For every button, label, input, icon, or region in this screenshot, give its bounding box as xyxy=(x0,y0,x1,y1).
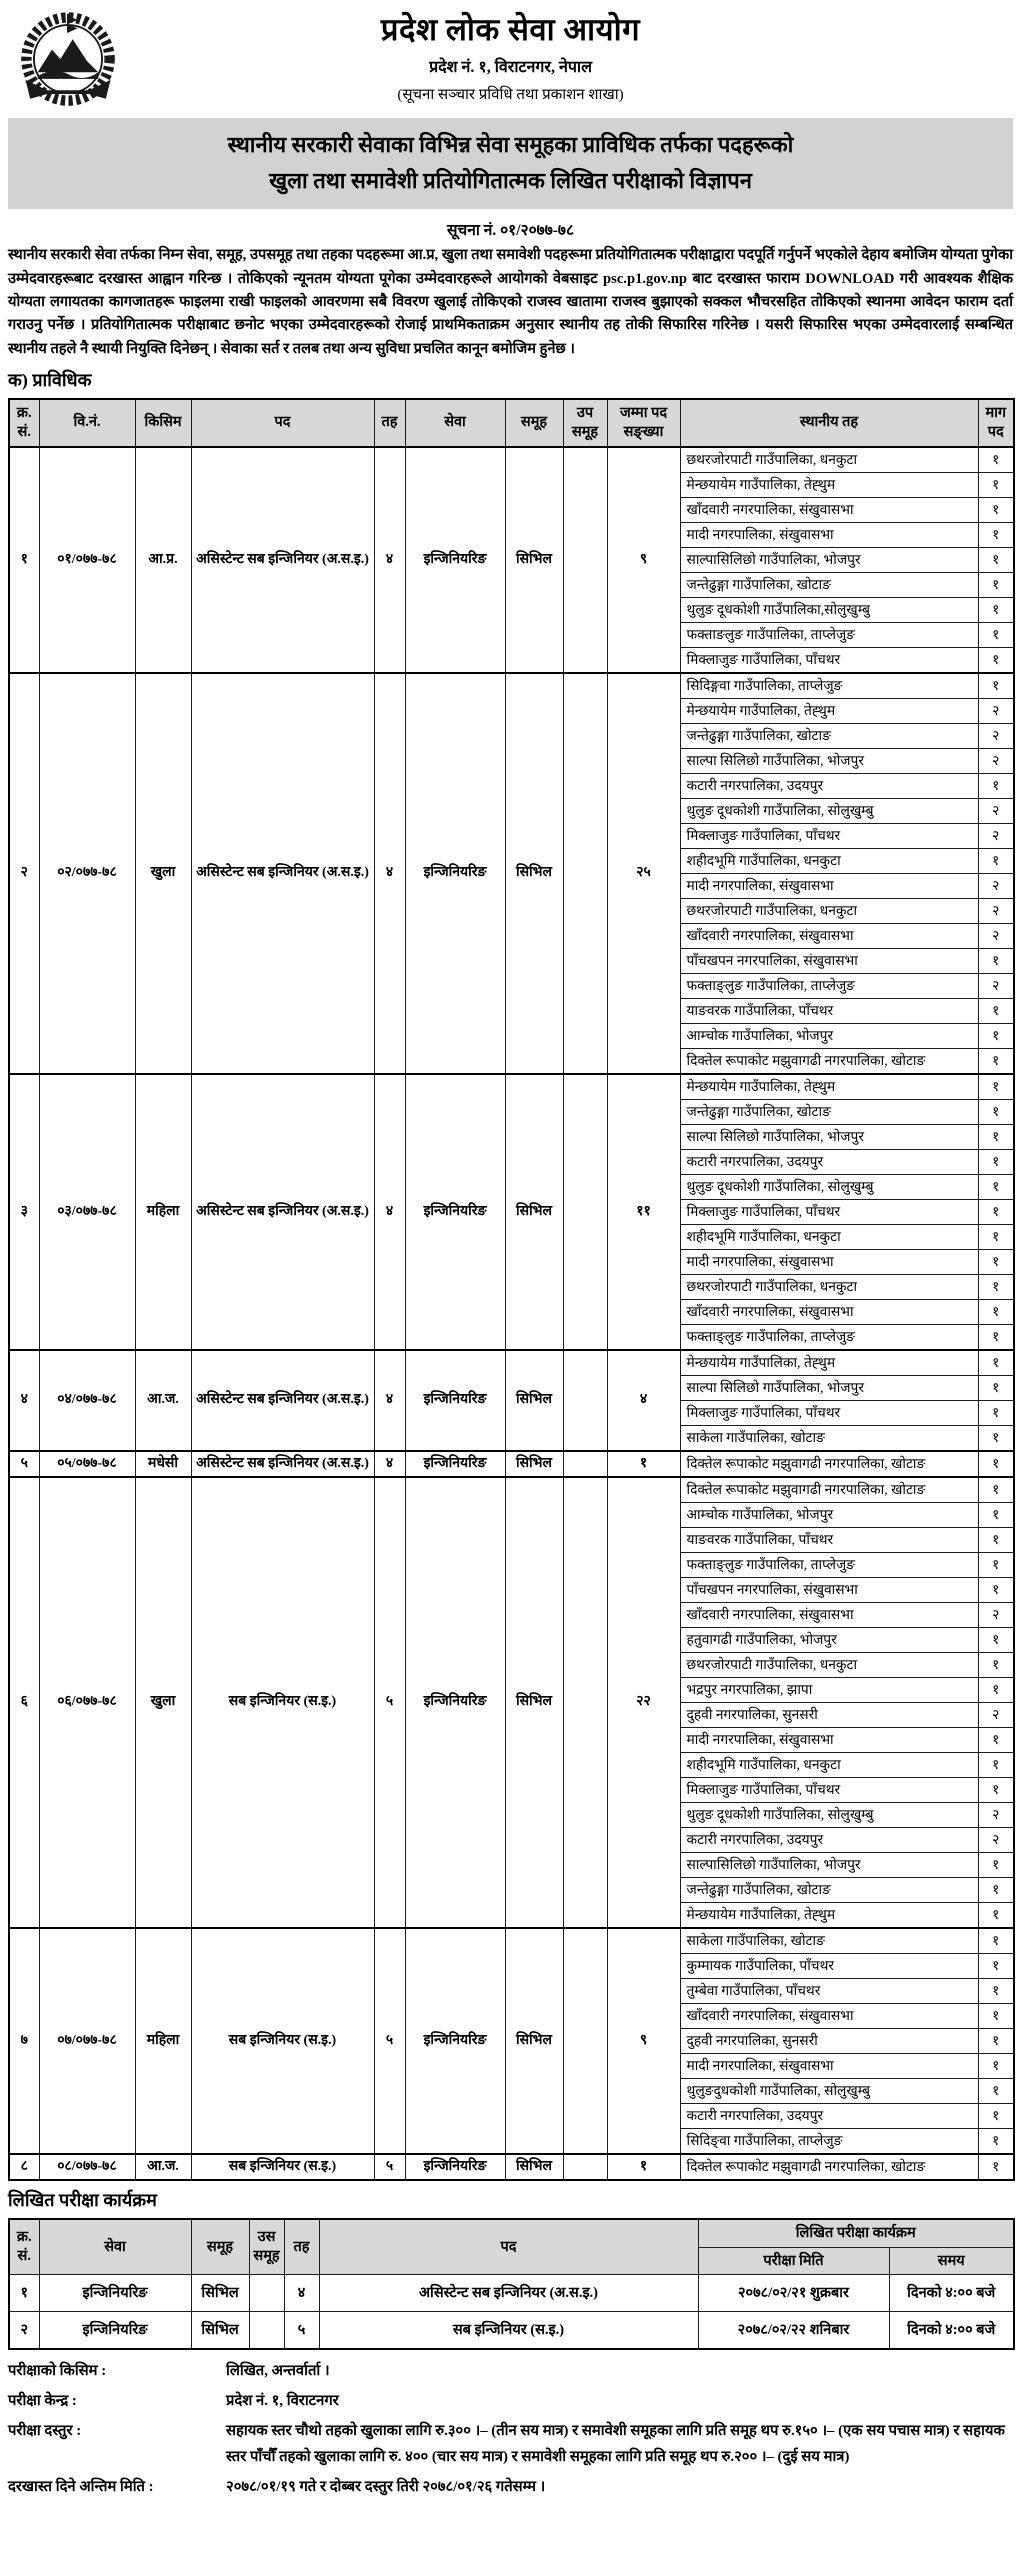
cell-sn: ६ xyxy=(9,1477,39,1928)
cell-locality-posts: १ xyxy=(978,622,1014,647)
cell-sn: ३ xyxy=(9,1074,39,1350)
cell-locality-posts: १ xyxy=(978,1124,1014,1149)
cell-locality-posts: २ xyxy=(978,1802,1014,1827)
cell-subgroup xyxy=(563,1350,607,1451)
cell-locality: फक्ताङ्लुङ गाउँपालिका, ताप्लेजुङ xyxy=(680,973,978,998)
cell-subgroup xyxy=(563,1928,607,2154)
cell-locality: मिक्लाजुङ गाउँपालिका, पाँचथर xyxy=(680,823,978,848)
footer-label: परीक्षा दस्तुर : xyxy=(8,2423,82,2440)
cell-locality-posts: १ xyxy=(978,1174,1014,1199)
cell-locality-posts: १ xyxy=(978,1978,1014,2003)
col-demand-posts: माग पद xyxy=(978,399,1014,447)
cell-subgroup xyxy=(563,1477,607,1928)
cell-locality: मादी नगरपालिका, संखुवासभा xyxy=(680,1727,978,1752)
footer-row xyxy=(8,2475,1013,2501)
cell-sn: १ xyxy=(9,447,39,673)
psc-emblem-logo xyxy=(16,8,120,112)
cell-locality: पाँचखपन नगरपालिका, संखुवासभा xyxy=(680,948,978,973)
cell-locality: मिक्लाजुङ गाउँपालिका, पाँचथर xyxy=(680,647,978,673)
footer-label: परीक्षा केन्द्र : xyxy=(8,2393,77,2410)
cell-locality: साल्पा सिलिछो गाउँपालिका, भोजपुर xyxy=(680,1375,978,1400)
vacancy-table-header xyxy=(9,399,1014,447)
cell-locality-posts: २ xyxy=(978,923,1014,948)
col-post: पद xyxy=(191,399,374,447)
exam-cell-time: दिनको ४:०० बजे xyxy=(889,2275,1014,2312)
exam-cell-level: ४ xyxy=(284,2275,319,2312)
cell-advt-no: ०६/०७७-७८ xyxy=(39,1477,135,1928)
exam-col-group: समूह xyxy=(191,2219,249,2275)
cell-locality-posts: १ xyxy=(978,1249,1014,1274)
cell-locality: छथरजोरपाटी गाउँपालिका, धनकुटा xyxy=(680,1652,978,1677)
cell-locality-posts: २ xyxy=(978,1702,1014,1727)
cell-locality-posts: १ xyxy=(978,2053,1014,2078)
cell-locality: आम्चोक गाउँपालिका, भोजपुर xyxy=(680,1023,978,1048)
exam-schedule-row xyxy=(9,2275,1014,2312)
cell-locality: खाँदवारी नगरपालिका, संखुवासभा xyxy=(680,1299,978,1324)
cell-locality: खाँदवारी नगरपालिका, संखुवासभा xyxy=(680,2003,978,2028)
vacancy-table-body xyxy=(9,447,1014,2180)
cell-locality-posts: १ xyxy=(978,1902,1014,1928)
cell-group: सिभिल xyxy=(505,1477,563,1928)
cell-service: इन्जिनियरिङ xyxy=(405,1350,505,1451)
cell-locality: मादी नगरपालिका, संखुवासभा xyxy=(680,2053,978,2078)
cell-locality-posts: १ xyxy=(978,1877,1014,1902)
org-address: प्रदेश नं. १, विराटनगर, नेपाल xyxy=(429,59,592,76)
cell-locality: दिक्तेल रूपाकोट मझुवागढी नगरपालिका, खोटाङ xyxy=(680,2154,978,2180)
vacancy-group-row xyxy=(9,1928,1014,1954)
col-subgroup: उप समूह xyxy=(563,399,607,447)
exam-cell-sn: १ xyxy=(9,2275,39,2312)
cell-total-posts: ९ xyxy=(607,447,680,673)
cell-locality: जन्तेढुङ्गा गाउँपालिका, खोटाङ xyxy=(680,1877,978,1902)
cell-locality-posts: २ xyxy=(978,873,1014,898)
notice-title-line1: स्थानीय सरकारी सेवाका विभिन्न सेवा समूहका प्राविधिक तर्फका पदहरूको xyxy=(227,132,794,157)
cell-locality-posts: १ xyxy=(978,1652,1014,1677)
cell-locality: सिदिङ्वा गाउँपालिका, ताप्लेजुङ xyxy=(680,2128,978,2154)
exam-cell-service: इन्जिनियरिङ xyxy=(39,2275,191,2312)
cell-locality: आम्चोक गाउँपालिका, भोजपुर xyxy=(680,1502,978,1527)
cell-locality: खाँदवारी नगरपालिका, संखुवासभा xyxy=(680,1602,978,1627)
cell-type: महिला xyxy=(135,1074,191,1350)
cell-service: इन्जिनियरिङ xyxy=(405,447,505,673)
cell-locality: शहीदभूमि गाउँपालिका, धनकुटा xyxy=(680,848,978,873)
cell-post: सब इन्जिनियर (स.इ.) xyxy=(191,1928,374,2154)
footer-row xyxy=(8,2419,1013,2471)
notice-title-line2: खुला तथा समावेशी प्रतियोगितात्मक लिखित परीक्षाको विज्ञापन xyxy=(269,167,752,193)
cell-sn: ५ xyxy=(9,1451,39,1477)
cell-locality: छथरजोरपाटी गाउँपालिका, धनकुटा xyxy=(680,898,978,923)
cell-type: आ.ज. xyxy=(135,2154,191,2180)
cell-locality: मिक्लाजुङ गाउँपालिका, पाँचथर xyxy=(680,1777,978,1802)
cell-locality-posts: १ xyxy=(978,1099,1014,1124)
exam-col-time: समय xyxy=(889,2247,1014,2275)
cell-level: ४ xyxy=(374,673,405,1074)
cell-sn: ४ xyxy=(9,1350,39,1451)
cell-locality-posts: १ xyxy=(978,1752,1014,1777)
col-level: तह xyxy=(374,399,405,447)
cell-post: असिस्टेन्ट सब इन्जिनियर (अ.स.इ.) xyxy=(191,1074,374,1350)
footer-info xyxy=(8,2359,1013,2500)
cell-type: महिला xyxy=(135,1928,191,2154)
cell-post: सब इन्जिनियर (स.इ.) xyxy=(191,2154,374,2180)
cell-level: ५ xyxy=(374,1477,405,1928)
footer-label: परीक्षाको किसिम : xyxy=(8,2363,107,2380)
cell-locality-posts: १ xyxy=(978,1552,1014,1577)
cell-locality: मादी नगरपालिका, संखुवासभा xyxy=(680,522,978,547)
cell-subgroup xyxy=(563,447,607,673)
cell-locality: थुलुङ दूधकोशी गाउँपालिका, सोलुखुम्बु xyxy=(680,1802,978,1827)
exam-cell-level: ५ xyxy=(284,2312,319,2350)
cell-locality: दिक्तेल रूपाकोट मझुवागढी नगरपालिका, खोटाङ xyxy=(680,1048,978,1074)
col-group: समूह xyxy=(505,399,563,447)
cell-locality: कटारी नगरपालिका, उदयपुर xyxy=(680,773,978,798)
cell-sn: ७ xyxy=(9,1928,39,2154)
col-service: सेवा xyxy=(405,399,505,447)
cell-locality: साकेला गाउँपालिका, खोटाङ xyxy=(680,1928,978,1954)
cell-locality-posts: १ xyxy=(978,2078,1014,2103)
cell-locality: कटारी नगरपालिका, उदयपुर xyxy=(680,2103,978,2128)
cell-post: असिस्टेन्ट सब इन्जिनियर (अ.स.इ.) xyxy=(191,447,374,673)
exam-col-program: लिखित परीक्षा कार्यक्रम xyxy=(698,2219,1014,2247)
cell-locality-posts: २ xyxy=(978,798,1014,823)
cell-locality: याङवरक गाउँपालिका, पाँचथर xyxy=(680,1527,978,1552)
cell-total-posts: ९ xyxy=(607,1928,680,2154)
cell-advt-no: ०५/०७७-७८ xyxy=(39,1451,135,1477)
cell-locality-posts: १ xyxy=(978,1350,1014,1376)
cell-locality: मेन्छयायेम गाउँपालिका, तेह्थुम xyxy=(680,1074,978,1100)
cell-post: असिस्टेन्ट सब इन्जिनियर (अ.स.इ.) xyxy=(191,1451,374,1477)
cell-service: इन्जिनियरिङ xyxy=(405,2154,505,2180)
cell-post: असिस्टेन्ट सब इन्जिनियर (अ.स.इ.) xyxy=(191,673,374,1074)
cell-locality: साल्पा सिलिछो गाउँपालिका, भोजपुर xyxy=(680,748,978,773)
cell-type: खुला xyxy=(135,673,191,1074)
org-branch: (सूचना सञ्चार प्रविधि तथा प्रकाशन शाखा) xyxy=(397,87,624,103)
cell-locality-posts: १ xyxy=(978,522,1014,547)
cell-type: आ.प्र. xyxy=(135,447,191,673)
exam-cell-date: २०७८/०२/२१ शुक्रबार xyxy=(698,2275,889,2312)
document-header xyxy=(8,6,1013,110)
cell-locality: थुलुङ दूधकोशी गाउँपालिका, सोलुखुम्बु xyxy=(680,1174,978,1199)
cell-locality: कटारी नगरपालिका, उदयपुर xyxy=(680,1149,978,1174)
col-type: किसिम xyxy=(135,399,191,447)
cell-locality: साल्पासिलिछो गाउँपालिका, भोजपुर xyxy=(680,1852,978,1877)
cell-locality-posts: १ xyxy=(978,647,1014,673)
cell-total-posts: ११ xyxy=(607,1074,680,1350)
cell-locality: मेन्छयायेम गाउँपालिका, तेह्थुम xyxy=(680,472,978,497)
cell-locality: फक्ताङलुङ गाउँपालिका, ताप्लेजुङ xyxy=(680,622,978,647)
cell-locality-posts: १ xyxy=(978,1324,1014,1350)
cell-service: इन्जिनियरिङ xyxy=(405,673,505,1074)
cell-total-posts: ४ xyxy=(607,1350,680,1451)
exam-cell-sn: २ xyxy=(9,2312,39,2350)
exam-cell-post: असिस्टेन्ट सब इन्जिनियर (अ.स.इ.) xyxy=(319,2275,698,2312)
cell-locality-posts: १ xyxy=(978,1199,1014,1224)
exam-col-level: तह xyxy=(284,2219,319,2275)
footer-value: सहायक स्तर चौथो तहको खुलाका लागि रु.३०० ।– (तीन सय मात्र) र समावेशी समूहका लागि प्रति समूह थप रु.१५० ।– (एक सय पचास मात्र) र सहायक स्तर पाँचौँ तहको खुलाका लागि रु. ४०० (चार सय मात्र) र समावेशी समूहका लागि प्रति समूह थप रु.२०० ।– (दुई सय मात्र) xyxy=(226,2423,1005,2466)
cell-locality-posts: १ xyxy=(978,998,1014,1023)
footer-value: २०७८/०१/१९ गते र दोब्बर दस्तुर तिरी २०७८/०१/२६ गतेसम्म । xyxy=(226,2478,546,2495)
cell-locality-posts: १ xyxy=(978,1023,1014,1048)
cell-subgroup xyxy=(563,2154,607,2180)
cell-level: ४ xyxy=(374,447,405,673)
cell-locality-posts: १ xyxy=(978,1477,1014,1503)
exam-col-subgroup: उस समूह xyxy=(249,2219,284,2275)
cell-locality: साल्पासिलिछो गाउँपालिका, भोजपुर xyxy=(680,547,978,572)
cell-locality: मेन्छयायेम गाउँपालिका, तेह्थुम xyxy=(680,698,978,723)
cell-advt-no: ०२/०७७-७८ xyxy=(39,673,135,1074)
cell-locality-posts: १ xyxy=(978,1577,1014,1602)
vacancy-table xyxy=(8,398,1015,2181)
cell-locality: मादी नगरपालिका, संखुवासभा xyxy=(680,873,978,898)
cell-advt-no: ०८/०७७-७८ xyxy=(39,2154,135,2180)
cell-post: असिस्टेन्ट सब इन्जिनियर (अ.स.इ.) xyxy=(191,1350,374,1451)
exam-cell-time: दिनको ४:०० बजे xyxy=(889,2312,1014,2350)
cell-locality-posts: १ xyxy=(978,673,1014,699)
exam-cell-subgroup xyxy=(249,2312,284,2350)
cell-locality: छथरजोरपाटी गाउँपालिका, धनकुटा xyxy=(680,447,978,473)
cell-locality: दुहवी नगरपालिका, सुनसरी xyxy=(680,1702,978,1727)
cell-locality: जन्तेढुङ्गा गाउँपालिका, खोटाङ xyxy=(680,572,978,597)
cell-locality-posts: १ xyxy=(978,1274,1014,1299)
cell-locality: मिक्लाजुङ गाउँपालिका, पाँचथर xyxy=(680,1199,978,1224)
section-title-technical: क) प्राविधिक xyxy=(8,369,92,390)
cell-locality-posts: १ xyxy=(978,472,1014,497)
cell-locality: खाँदवारी नगरपालिका, संखुवासभा xyxy=(680,923,978,948)
exam-table-body xyxy=(9,2275,1014,2350)
cell-locality-posts: १ xyxy=(978,1400,1014,1425)
exam-cell-post: सब इन्जिनियर (स.इ.) xyxy=(319,2312,698,2350)
cell-locality: फक्ताङ्लुङ गाउँपालिका, ताप्लेजुङ xyxy=(680,1324,978,1350)
exam-cell-service: इन्जिनियरिङ xyxy=(39,2312,191,2350)
footer-row xyxy=(8,2359,1013,2385)
cell-locality-posts: १ xyxy=(978,1502,1014,1527)
cell-locality: मेन्छयायेम गाउँपालिका, तेह्थुम xyxy=(680,1902,978,1928)
col-sn: क्र. सं. xyxy=(9,399,39,447)
cell-locality: साल्पा सिलिछो गाउँपालिका, भोजपुर xyxy=(680,1124,978,1149)
cell-type: मधेसी xyxy=(135,1451,191,1477)
cell-service: इन्जिनियरिङ xyxy=(405,1928,505,2154)
notice-body-paragraph: स्थानीय सरकारी सेवा तर्फका निम्न सेवा, समूह, उपसमूह तथा तहका पदहरूमा आ.प्र, खुला तथा समावेशी पदहरूमा प्रतियोगितात्मक परीक्षाद्वारा पदपूर्ति गर्नुपर्ने भएकोले देहाय बमोजिम योग्यता पुगेका उम्मेदवारहरूबाट दरखास्त आह्वान गरिन्छ । तोकिएको न्यूनतम योग्यता पूगेका उम्मेदवारहरूले आयोगको वेबसाइट psc.p1.gov.np बाट दरखास्त फाराम DOWNLOAD गरी आवश्यक शैक्षिक योग्यता लगायतका कागजातहरू फाइलमा राखी फाइलको आवरणमा सबै विवरण खुलाई तोकिएको राजस्व खातामा राजस्व बुझाएको सक्कल भौचरसहित तोकिएको स्थानमा आवेदन फाराम दर्ता गराउनु पर्नेछ । प्रतियोगितात्मक परीक्षाबाट छनोट भएका उम्मेदवारहरूको रोजाई प्राथमिकताक्रम अनुसार स्थानीय तह तोकी सिफारिस गरिनेछ । यसरी सिफारिस भएका उम्मेदवारलाई सम्बन्धित स्थानीय तहले नै स्थायी नियुक्ति दिनेछन् । सेवाका सर्त र तलब तथा अन्य सुविधा प्रचलित कानून बमोजिम हुनेछ । xyxy=(8,247,1013,357)
cell-locality: साकेला गाउँपालिका, खोटाङ xyxy=(680,1425,978,1451)
cell-subgroup xyxy=(563,1074,607,1350)
cell-total-posts: १ xyxy=(607,2154,680,2180)
notice-number: सूचना नं. ०१/२०७७-७८ xyxy=(446,222,575,240)
vacancy-group-row xyxy=(9,447,1014,473)
cell-locality-posts: १ xyxy=(978,1425,1014,1451)
cell-locality: शहीदभूमि गाउँपालिका, धनकुटा xyxy=(680,1752,978,1777)
cell-locality: मिक्लाजुङ गाउँपालिका, पाँचथर xyxy=(680,1400,978,1425)
cell-subgroup xyxy=(563,1451,607,1477)
cell-locality: जन्तेढुङ्गा गाउँपालिका, खोटाङ xyxy=(680,1099,978,1124)
exam-schedule-row xyxy=(9,2312,1014,2350)
cell-locality-posts: १ xyxy=(978,1677,1014,1702)
vacancy-group-row xyxy=(9,1350,1014,1376)
exam-col-service: सेवा xyxy=(39,2219,191,2275)
cell-total-posts: २२ xyxy=(607,1477,680,1928)
cell-locality-posts: १ xyxy=(978,848,1014,873)
cell-service: इन्जिनियरिङ xyxy=(405,1074,505,1350)
cell-level: ४ xyxy=(374,1451,405,1477)
exam-col-sn: क्र. सं. xyxy=(9,2219,39,2275)
cell-locality-posts: १ xyxy=(978,1852,1014,1877)
exam-table-header xyxy=(9,2219,1014,2275)
cell-group: सिभिल xyxy=(505,673,563,1074)
vacancy-group-row xyxy=(9,673,1014,699)
cell-locality-posts: १ xyxy=(978,1224,1014,1249)
cell-locality: दिक्तेल रूपाकोट मझुवागढी नगरपालिका, खोटाङ xyxy=(680,1451,978,1477)
cell-locality-posts: १ xyxy=(978,2003,1014,2028)
cell-locality-posts: २ xyxy=(978,823,1014,848)
vacancy-group-row xyxy=(9,1477,1014,1503)
col-total-posts: जम्मा पद सङ्ख्या xyxy=(607,399,680,447)
cell-group: सिभिल xyxy=(505,1451,563,1477)
cell-locality: पाँचखपन नगरपालिका, संखुवासभा xyxy=(680,1577,978,1602)
cell-level: ४ xyxy=(374,1074,405,1350)
section-title-exam-schedule: लिखित परीक्षा कार्यक्रम xyxy=(8,2189,157,2210)
cell-advt-no: ०१/०७७-७८ xyxy=(39,447,135,673)
cell-advt-no: ०४/०७७-७८ xyxy=(39,1350,135,1451)
cell-sn: ८ xyxy=(9,2154,39,2180)
vacancy-group-row xyxy=(9,1074,1014,1100)
cell-post: सब इन्जिनियर (स.इ.) xyxy=(191,1477,374,1928)
vacancy-group-row xyxy=(9,1451,1014,1477)
cell-locality: मेन्छयायेम गाउँपालिका, तेह्थुम xyxy=(680,1350,978,1376)
cell-group: सिभिल xyxy=(505,447,563,673)
vacancy-group-row xyxy=(9,2154,1014,2180)
cell-group: सिभिल xyxy=(505,1928,563,2154)
footer-value: प्रदेश नं. १, विराटनगर xyxy=(226,2393,339,2410)
cell-total-posts: २५ xyxy=(607,673,680,1074)
cell-locality-posts: २ xyxy=(978,1602,1014,1627)
cell-advt-no: ०३/०७७-७८ xyxy=(39,1074,135,1350)
cell-service: इन्जिनियरिङ xyxy=(405,1451,505,1477)
cell-locality-posts: १ xyxy=(978,1451,1014,1477)
cell-locality: हतुवागढी गाउँपालिका, भोजपुर xyxy=(680,1627,978,1652)
cell-locality-posts: १ xyxy=(978,2154,1014,2180)
cell-locality: जन्तेढुङ्गा गाउँपालिका, खोटाङ xyxy=(680,723,978,748)
cell-locality-posts: १ xyxy=(978,597,1014,622)
cell-advt-no: ०७/०७७-७८ xyxy=(39,1928,135,2154)
cell-locality-posts: १ xyxy=(978,1074,1014,1100)
cell-locality: फक्ताङ्लुङ गाउँपालिका, ताप्लेजुङ xyxy=(680,1552,978,1577)
cell-locality-posts: १ xyxy=(978,2128,1014,2154)
cell-locality-posts: १ xyxy=(978,948,1014,973)
exam-col-date: परीक्षा मिति xyxy=(698,2247,889,2275)
cell-type: खुला xyxy=(135,1477,191,1928)
cell-locality: दुहवी नगरपालिका, सुनसरी xyxy=(680,2028,978,2053)
cell-service: इन्जिनियरिङ xyxy=(405,1477,505,1928)
cell-locality-posts: १ xyxy=(978,497,1014,522)
cell-locality-posts: १ xyxy=(978,1375,1014,1400)
org-name: प्रदेश लोक सेवा आयोग xyxy=(380,12,641,47)
exam-schedule-table xyxy=(8,2218,1015,2351)
cell-sn: २ xyxy=(9,673,39,1074)
footer-row xyxy=(8,2389,1013,2415)
notice-title-banner xyxy=(8,118,1013,209)
cell-locality: थुलुङ दूधकोशी गाउँपालिका,सोलुखुम्बु xyxy=(680,597,978,622)
cell-locality: शहीदभूमि गाउँपालिका, धनकुटा xyxy=(680,1224,978,1249)
cell-locality-posts: १ xyxy=(978,2103,1014,2128)
cell-locality-posts: १ xyxy=(978,1048,1014,1074)
cell-locality-posts: २ xyxy=(978,1827,1014,1852)
cell-group: सिभिल xyxy=(505,1350,563,1451)
col-local-level: स्थानीय तह xyxy=(680,399,978,447)
cell-locality-posts: १ xyxy=(978,773,1014,798)
cell-total-posts: १ xyxy=(607,1451,680,1477)
cell-locality: याङवरक गाउँपालिका, पाँचथर xyxy=(680,998,978,1023)
cell-locality-posts: २ xyxy=(978,748,1014,773)
cell-locality: कटारी नगरपालिका, उदयपुर xyxy=(680,1827,978,1852)
exam-col-post: पद xyxy=(319,2219,698,2275)
cell-locality: तुम्बेवा गाउँपालिका, पाँचथर xyxy=(680,1978,978,2003)
cell-locality: दिक्तेल रूपाकोट मझुवागढी नगरपालिका, खोटाङ xyxy=(680,1477,978,1503)
footer-label: दरखास्त दिने अन्तिम मिति : xyxy=(8,2478,154,2495)
cell-group: सिभिल xyxy=(505,2154,563,2180)
cell-locality: छथरजोरपाटी गाउँपालिका, धनकुटा xyxy=(680,1274,978,1299)
col-advt-no: वि.नं. xyxy=(39,399,135,447)
cell-subgroup xyxy=(563,673,607,1074)
cell-locality-posts: २ xyxy=(978,973,1014,998)
cell-locality-posts: १ xyxy=(978,572,1014,597)
cell-locality-posts: १ xyxy=(978,1149,1014,1174)
cell-locality: खाँदवारी नगरपालिका, संखुवासभा xyxy=(680,497,978,522)
cell-group: सिभिल xyxy=(505,1074,563,1350)
cell-level: ५ xyxy=(374,1928,405,2154)
cell-locality-posts: १ xyxy=(978,1627,1014,1652)
cell-locality-posts: १ xyxy=(978,547,1014,572)
cell-locality-posts: १ xyxy=(978,2028,1014,2053)
emblem-icon xyxy=(16,8,120,112)
cell-locality: थुलुङदुधकोशी गाउँपालिका, सोलुखुम्बु xyxy=(680,2078,978,2103)
cell-locality-posts: १ xyxy=(978,1527,1014,1552)
cell-level: ४ xyxy=(374,1350,405,1451)
cell-type: आ.ज. xyxy=(135,1350,191,1451)
cell-locality: मादी नगरपालिका, संखुवासभा xyxy=(680,1249,978,1274)
exam-cell-date: २०७८/०२/२२ शनिबार xyxy=(698,2312,889,2350)
footer-value: लिखित, अन्तर्वार्ता । xyxy=(226,2363,330,2380)
exam-cell-group: सिभिल xyxy=(191,2312,249,2350)
cell-locality: थुलुङ दूधकोशी गाउँपालिका, सोलुखुम्बु xyxy=(680,798,978,823)
cell-locality-posts: १ xyxy=(978,1953,1014,1978)
exam-cell-subgroup xyxy=(249,2275,284,2312)
cell-locality-posts: २ xyxy=(978,898,1014,923)
cell-locality-posts: १ xyxy=(978,447,1014,473)
cell-level: ५ xyxy=(374,2154,405,2180)
exam-cell-group: सिभिल xyxy=(191,2275,249,2312)
cell-locality-posts: २ xyxy=(978,723,1014,748)
cell-locality-posts: २ xyxy=(978,698,1014,723)
cell-locality-posts: १ xyxy=(978,1727,1014,1752)
cell-locality-posts: १ xyxy=(978,1777,1014,1802)
cell-locality: सिदिङ्गवा गाउँपालिका, ताप्लेजुङ xyxy=(680,673,978,699)
cell-locality: भद्रपुर नगरपालिका, झापा xyxy=(680,1677,978,1702)
cell-locality-posts: १ xyxy=(978,1299,1014,1324)
cell-locality: कुम्मायक गाउँपालिका, पाँचथर xyxy=(680,1953,978,1978)
cell-locality-posts: १ xyxy=(978,1928,1014,1954)
